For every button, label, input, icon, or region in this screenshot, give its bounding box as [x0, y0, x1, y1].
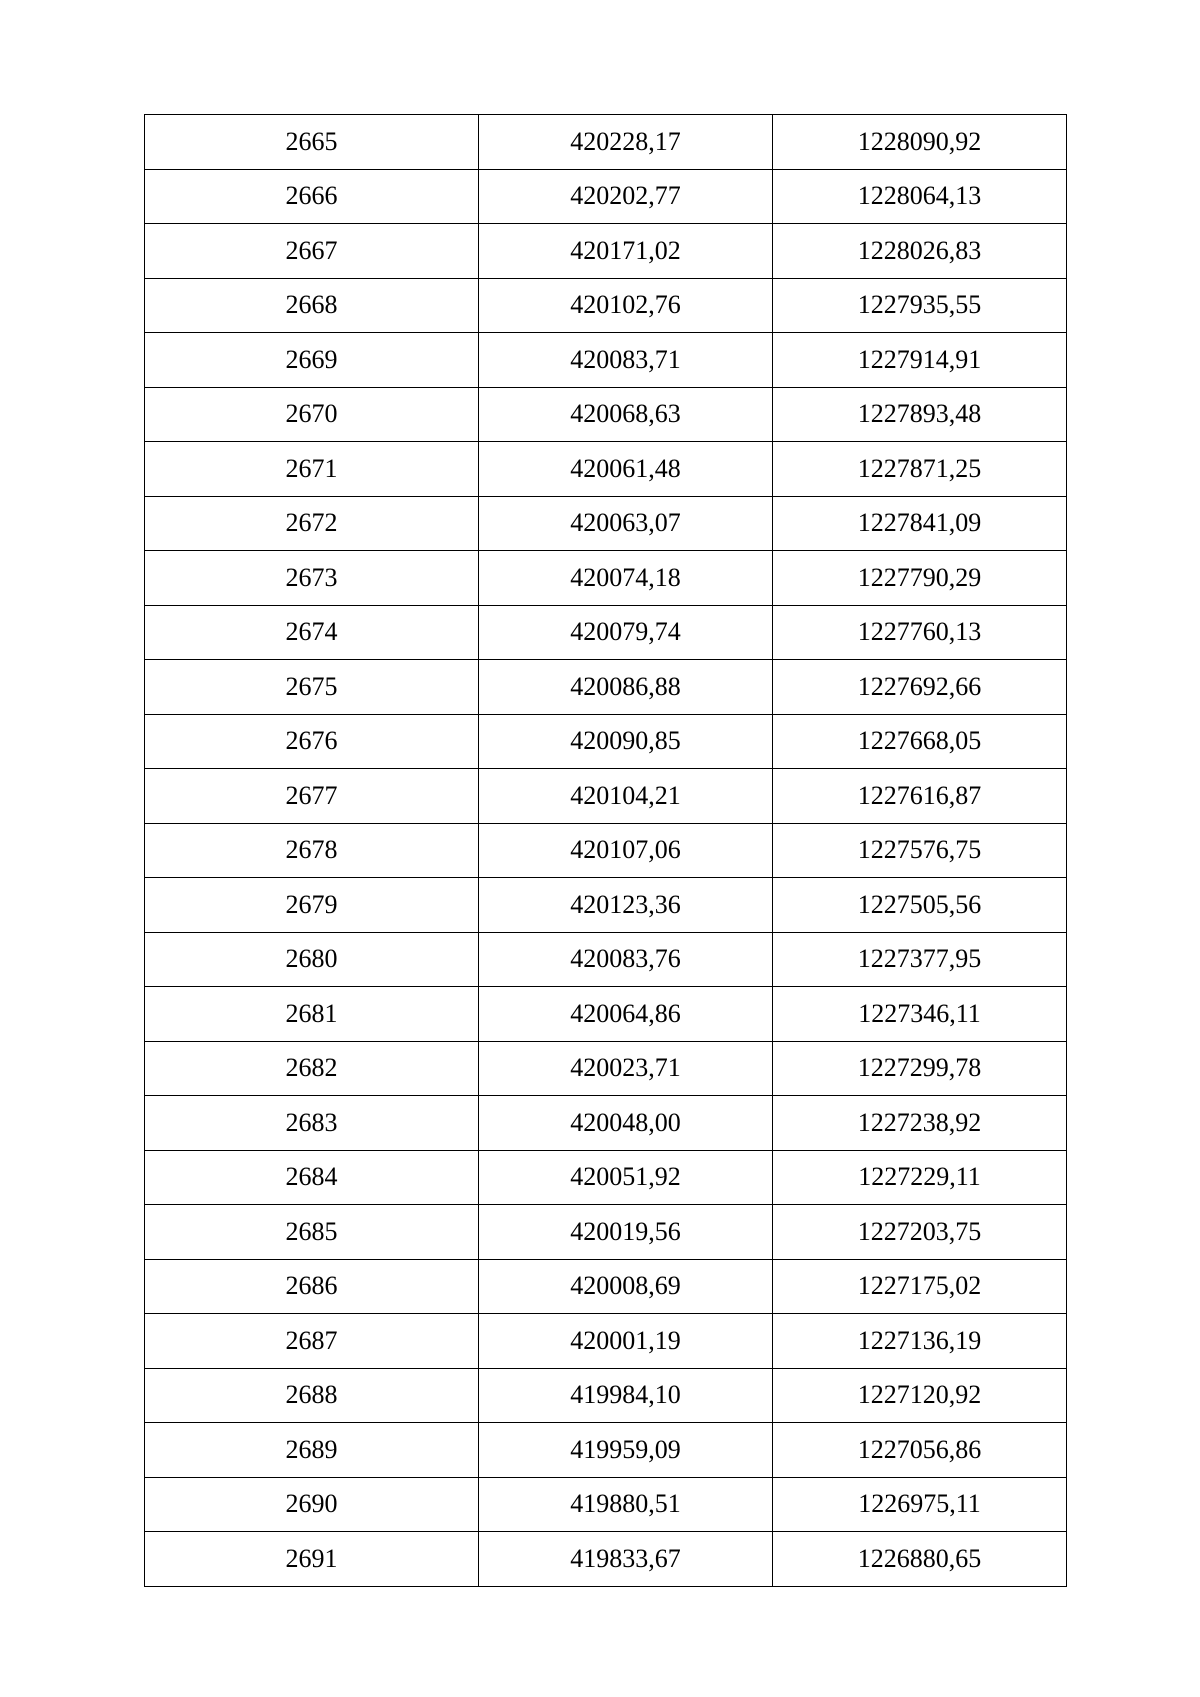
y-coordinate-cell: 1226975,11 [773, 1477, 1067, 1532]
x-coordinate-cell: 420001,19 [479, 1314, 773, 1369]
x-coordinate-cell: 420107,06 [479, 823, 773, 878]
point-number-cell: 2669 [145, 333, 479, 388]
x-coordinate-cell: 420171,02 [479, 224, 773, 279]
y-coordinate-cell: 1227692,66 [773, 660, 1067, 715]
point-number-cell: 2683 [145, 1096, 479, 1151]
x-coordinate-cell: 420051,92 [479, 1150, 773, 1205]
point-number-cell: 2684 [145, 1150, 479, 1205]
point-number-cell: 2685 [145, 1205, 479, 1260]
table-row [145, 769, 1067, 824]
y-coordinate-cell: 1227790,29 [773, 551, 1067, 606]
coordinates-table-body [145, 115, 1067, 1587]
table-row [145, 1314, 1067, 1369]
table-row [145, 496, 1067, 551]
x-coordinate-cell: 420008,69 [479, 1259, 773, 1314]
x-coordinate-cell: 419959,09 [479, 1423, 773, 1478]
y-coordinate-cell: 1226880,65 [773, 1532, 1067, 1587]
table-row [145, 1041, 1067, 1096]
x-coordinate-cell: 420074,18 [479, 551, 773, 606]
x-coordinate-cell: 420061,48 [479, 442, 773, 497]
x-coordinate-cell: 419880,51 [479, 1477, 773, 1532]
x-coordinate-cell: 420104,21 [479, 769, 773, 824]
table-row [145, 932, 1067, 987]
y-coordinate-cell: 1227229,11 [773, 1150, 1067, 1205]
y-coordinate-cell: 1227760,13 [773, 605, 1067, 660]
point-number-cell: 2665 [145, 115, 479, 170]
table-row [145, 169, 1067, 224]
y-coordinate-cell: 1227056,86 [773, 1423, 1067, 1478]
y-coordinate-cell: 1227841,09 [773, 496, 1067, 551]
y-coordinate-cell: 1227914,91 [773, 333, 1067, 388]
x-coordinate-cell: 420023,71 [479, 1041, 773, 1096]
table-row [145, 442, 1067, 497]
table-row [145, 1205, 1067, 1260]
table-row [145, 387, 1067, 442]
point-number-cell: 2677 [145, 769, 479, 824]
y-coordinate-cell: 1227346,11 [773, 987, 1067, 1042]
y-coordinate-cell: 1227893,48 [773, 387, 1067, 442]
x-coordinate-cell: 420019,56 [479, 1205, 773, 1260]
x-coordinate-cell: 419833,67 [479, 1532, 773, 1587]
y-coordinate-cell: 1227299,78 [773, 1041, 1067, 1096]
y-coordinate-cell: 1227616,87 [773, 769, 1067, 824]
table-row [145, 224, 1067, 279]
point-number-cell: 2691 [145, 1532, 479, 1587]
y-coordinate-cell: 1228090,92 [773, 115, 1067, 170]
table-row [145, 333, 1067, 388]
point-number-cell: 2673 [145, 551, 479, 606]
table-row [145, 714, 1067, 769]
table-row [145, 660, 1067, 715]
x-coordinate-cell: 420228,17 [479, 115, 773, 170]
point-number-cell: 2675 [145, 660, 479, 715]
x-coordinate-cell: 420048,00 [479, 1096, 773, 1151]
y-coordinate-cell: 1227136,19 [773, 1314, 1067, 1369]
table-row [145, 551, 1067, 606]
x-coordinate-cell: 420083,71 [479, 333, 773, 388]
table-row [145, 278, 1067, 333]
x-coordinate-cell: 420068,63 [479, 387, 773, 442]
table-row [145, 1150, 1067, 1205]
point-number-cell: 2687 [145, 1314, 479, 1369]
table-row [145, 823, 1067, 878]
table-row [145, 115, 1067, 170]
table-row [145, 605, 1067, 660]
y-coordinate-cell: 1227668,05 [773, 714, 1067, 769]
point-number-cell: 2670 [145, 387, 479, 442]
y-coordinate-cell: 1227377,95 [773, 932, 1067, 987]
point-number-cell: 2689 [145, 1423, 479, 1478]
y-coordinate-cell: 1228026,83 [773, 224, 1067, 279]
table-row [145, 1368, 1067, 1423]
point-number-cell: 2676 [145, 714, 479, 769]
x-coordinate-cell: 420083,76 [479, 932, 773, 987]
table-row [145, 987, 1067, 1042]
x-coordinate-cell: 419984,10 [479, 1368, 773, 1423]
point-number-cell: 2680 [145, 932, 479, 987]
y-coordinate-cell: 1227505,56 [773, 878, 1067, 933]
point-number-cell: 2682 [145, 1041, 479, 1096]
x-coordinate-cell: 420090,85 [479, 714, 773, 769]
table-row [145, 878, 1067, 933]
point-number-cell: 2671 [145, 442, 479, 497]
x-coordinate-cell: 420063,07 [479, 496, 773, 551]
table-row [145, 1096, 1067, 1151]
table-row [145, 1423, 1067, 1478]
x-coordinate-cell: 420102,76 [479, 278, 773, 333]
point-number-cell: 2679 [145, 878, 479, 933]
point-number-cell: 2668 [145, 278, 479, 333]
table-row [145, 1532, 1067, 1587]
table-row [145, 1259, 1067, 1314]
coordinates-table [144, 114, 1067, 1587]
x-coordinate-cell: 420086,88 [479, 660, 773, 715]
point-number-cell: 2672 [145, 496, 479, 551]
x-coordinate-cell: 420064,86 [479, 987, 773, 1042]
y-coordinate-cell: 1227935,55 [773, 278, 1067, 333]
y-coordinate-cell: 1227871,25 [773, 442, 1067, 497]
y-coordinate-cell: 1227203,75 [773, 1205, 1067, 1260]
point-number-cell: 2666 [145, 169, 479, 224]
y-coordinate-cell: 1228064,13 [773, 169, 1067, 224]
table-row [145, 1477, 1067, 1532]
y-coordinate-cell: 1227120,92 [773, 1368, 1067, 1423]
point-number-cell: 2686 [145, 1259, 479, 1314]
point-number-cell: 2690 [145, 1477, 479, 1532]
point-number-cell: 2678 [145, 823, 479, 878]
point-number-cell: 2667 [145, 224, 479, 279]
x-coordinate-cell: 420079,74 [479, 605, 773, 660]
y-coordinate-cell: 1227576,75 [773, 823, 1067, 878]
y-coordinate-cell: 1227238,92 [773, 1096, 1067, 1151]
point-number-cell: 2688 [145, 1368, 479, 1423]
y-coordinate-cell: 1227175,02 [773, 1259, 1067, 1314]
x-coordinate-cell: 420202,77 [479, 169, 773, 224]
point-number-cell: 2681 [145, 987, 479, 1042]
x-coordinate-cell: 420123,36 [479, 878, 773, 933]
point-number-cell: 2674 [145, 605, 479, 660]
